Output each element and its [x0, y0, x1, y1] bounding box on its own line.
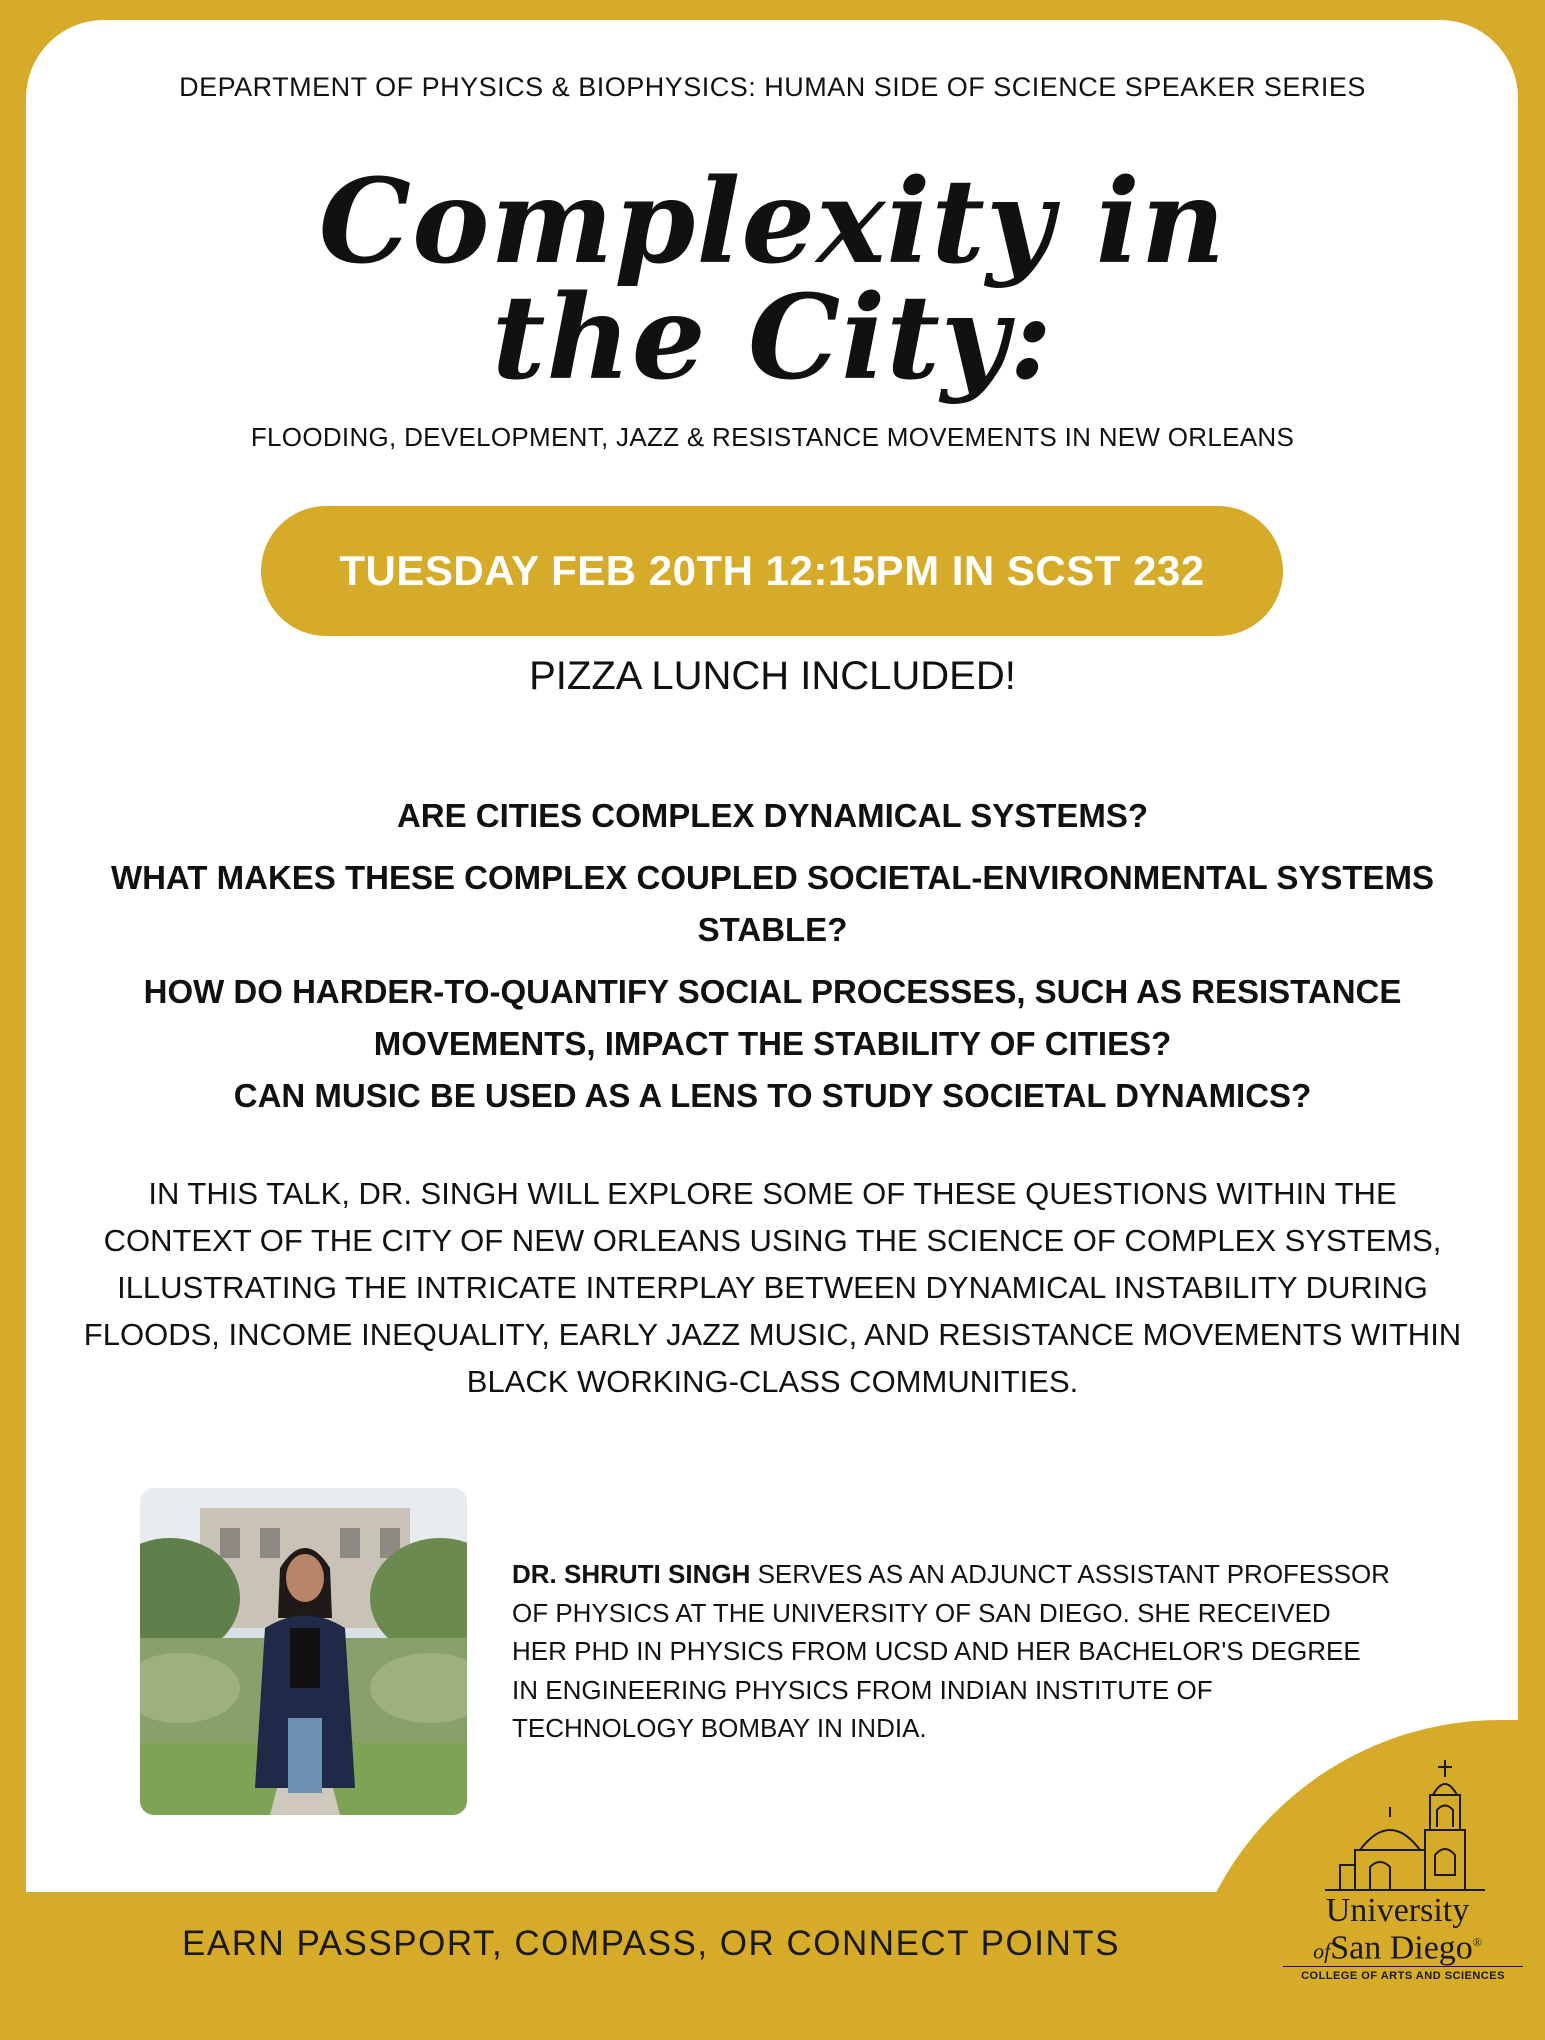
speaker-series-heading: DEPARTMENT OF PHYSICS & BIOPHYSICS: HUMAN SIDE OF SCIENCE SPEAKER SERIES — [179, 72, 1366, 102]
question-item: WHAT MAKES THESE COMPLEX COUPLED SOCIETAL-ENVIRONMENTAL SYSTEMS STABLE? — [110, 859, 1435, 948]
logo-wordmark-of: of — [1313, 1938, 1331, 1964]
speaker-bio-text: SERVES AS AN ADJUNCT ASSISTANT PROFESSOR OF PHYSICS AT THE UNIVERSITY OF SAN DIEGO. SHE RECEIVED HER PHD IN PHYSICS FROM UCSD AND HER BACHELOR'S DEGREE IN ENGINEERING PHYSICS FROM INDIAN INSTITUTE OF TECHNOLOGY BOMBAY IN INDIA. — [512, 1559, 1390, 1743]
event-title-line-1: Complexity in — [318, 154, 1227, 290]
event-title-line-2: the City: — [491, 270, 1054, 406]
speaker-name: DR. SHRUTI SINGH — [512, 1559, 751, 1589]
research-questions — [100, 790, 1445, 1132]
event-datetime-badge — [261, 506, 1283, 636]
question-item: ARE CITIES COMPLEX DYNAMICAL SYSTEMS? — [396, 797, 1149, 834]
usd-mission-tower-icon — [1285, 1755, 1520, 1895]
logo-wordmark-san-diego — [1290, 1925, 1505, 1968]
speaker-bio — [512, 1555, 1392, 1748]
talk-abstract: IN THIS TALK, DR. SINGH WILL EXPLORE SOME OF THESE QUESTIONS WITHIN THE CONTEXT OF THE CITY OF NEW ORLEANS USING THE SCIENCE OF COMPLEX SYSTEMS, ILLUSTRATING THE INTRICATE INTERPLAY BETWEEN DYNAMICAL INSTABILITY DURING FLOODS, INCOME INEQUALITY, EARLY JAZZ MUSIC, AND RESISTANCE MOVEMENTS WITHIN BLACK WORKING-CLASS COMMUNITIES. — [83, 1176, 1462, 1399]
lunch-note: PIZZA LUNCH INCLUDED! — [529, 654, 1016, 698]
event-title — [0, 154, 1545, 406]
registered-mark: ® — [1472, 1935, 1482, 1949]
logo-wordmark-university: University — [1325, 1892, 1470, 1929]
speaker-portrait-illustration — [140, 1488, 467, 1815]
event-datetime-text: TUESDAY FEB 20TH 12:15PM IN SCST 232 — [339, 547, 1205, 594]
logo-wordmark-san-diego-text: San Diego — [1330, 1929, 1473, 1967]
question-item: CAN MUSIC BE USED AS A LENS TO STUDY SOCIETAL DYNAMICS? — [233, 1077, 1312, 1114]
event-subtitle: FLOODING, DEVELOPMENT, JAZZ & RESISTANCE MOVEMENTS IN NEW ORLEANS — [250, 422, 1295, 452]
logo-college-name: COLLEGE OF ARTS AND SCIENCES — [1283, 1966, 1523, 1982]
speaker-photo — [140, 1488, 467, 1815]
points-note: EARN PASSPORT, COMPASS, OR CONNECT POINTS — [182, 1924, 1120, 1963]
question-item: HOW DO HARDER-TO-QUANTIFY SOCIAL PROCESSES, SUCH AS RESISTANCE MOVEMENTS, IMPACT THE STABILITY OF CITIES? — [143, 973, 1402, 1062]
